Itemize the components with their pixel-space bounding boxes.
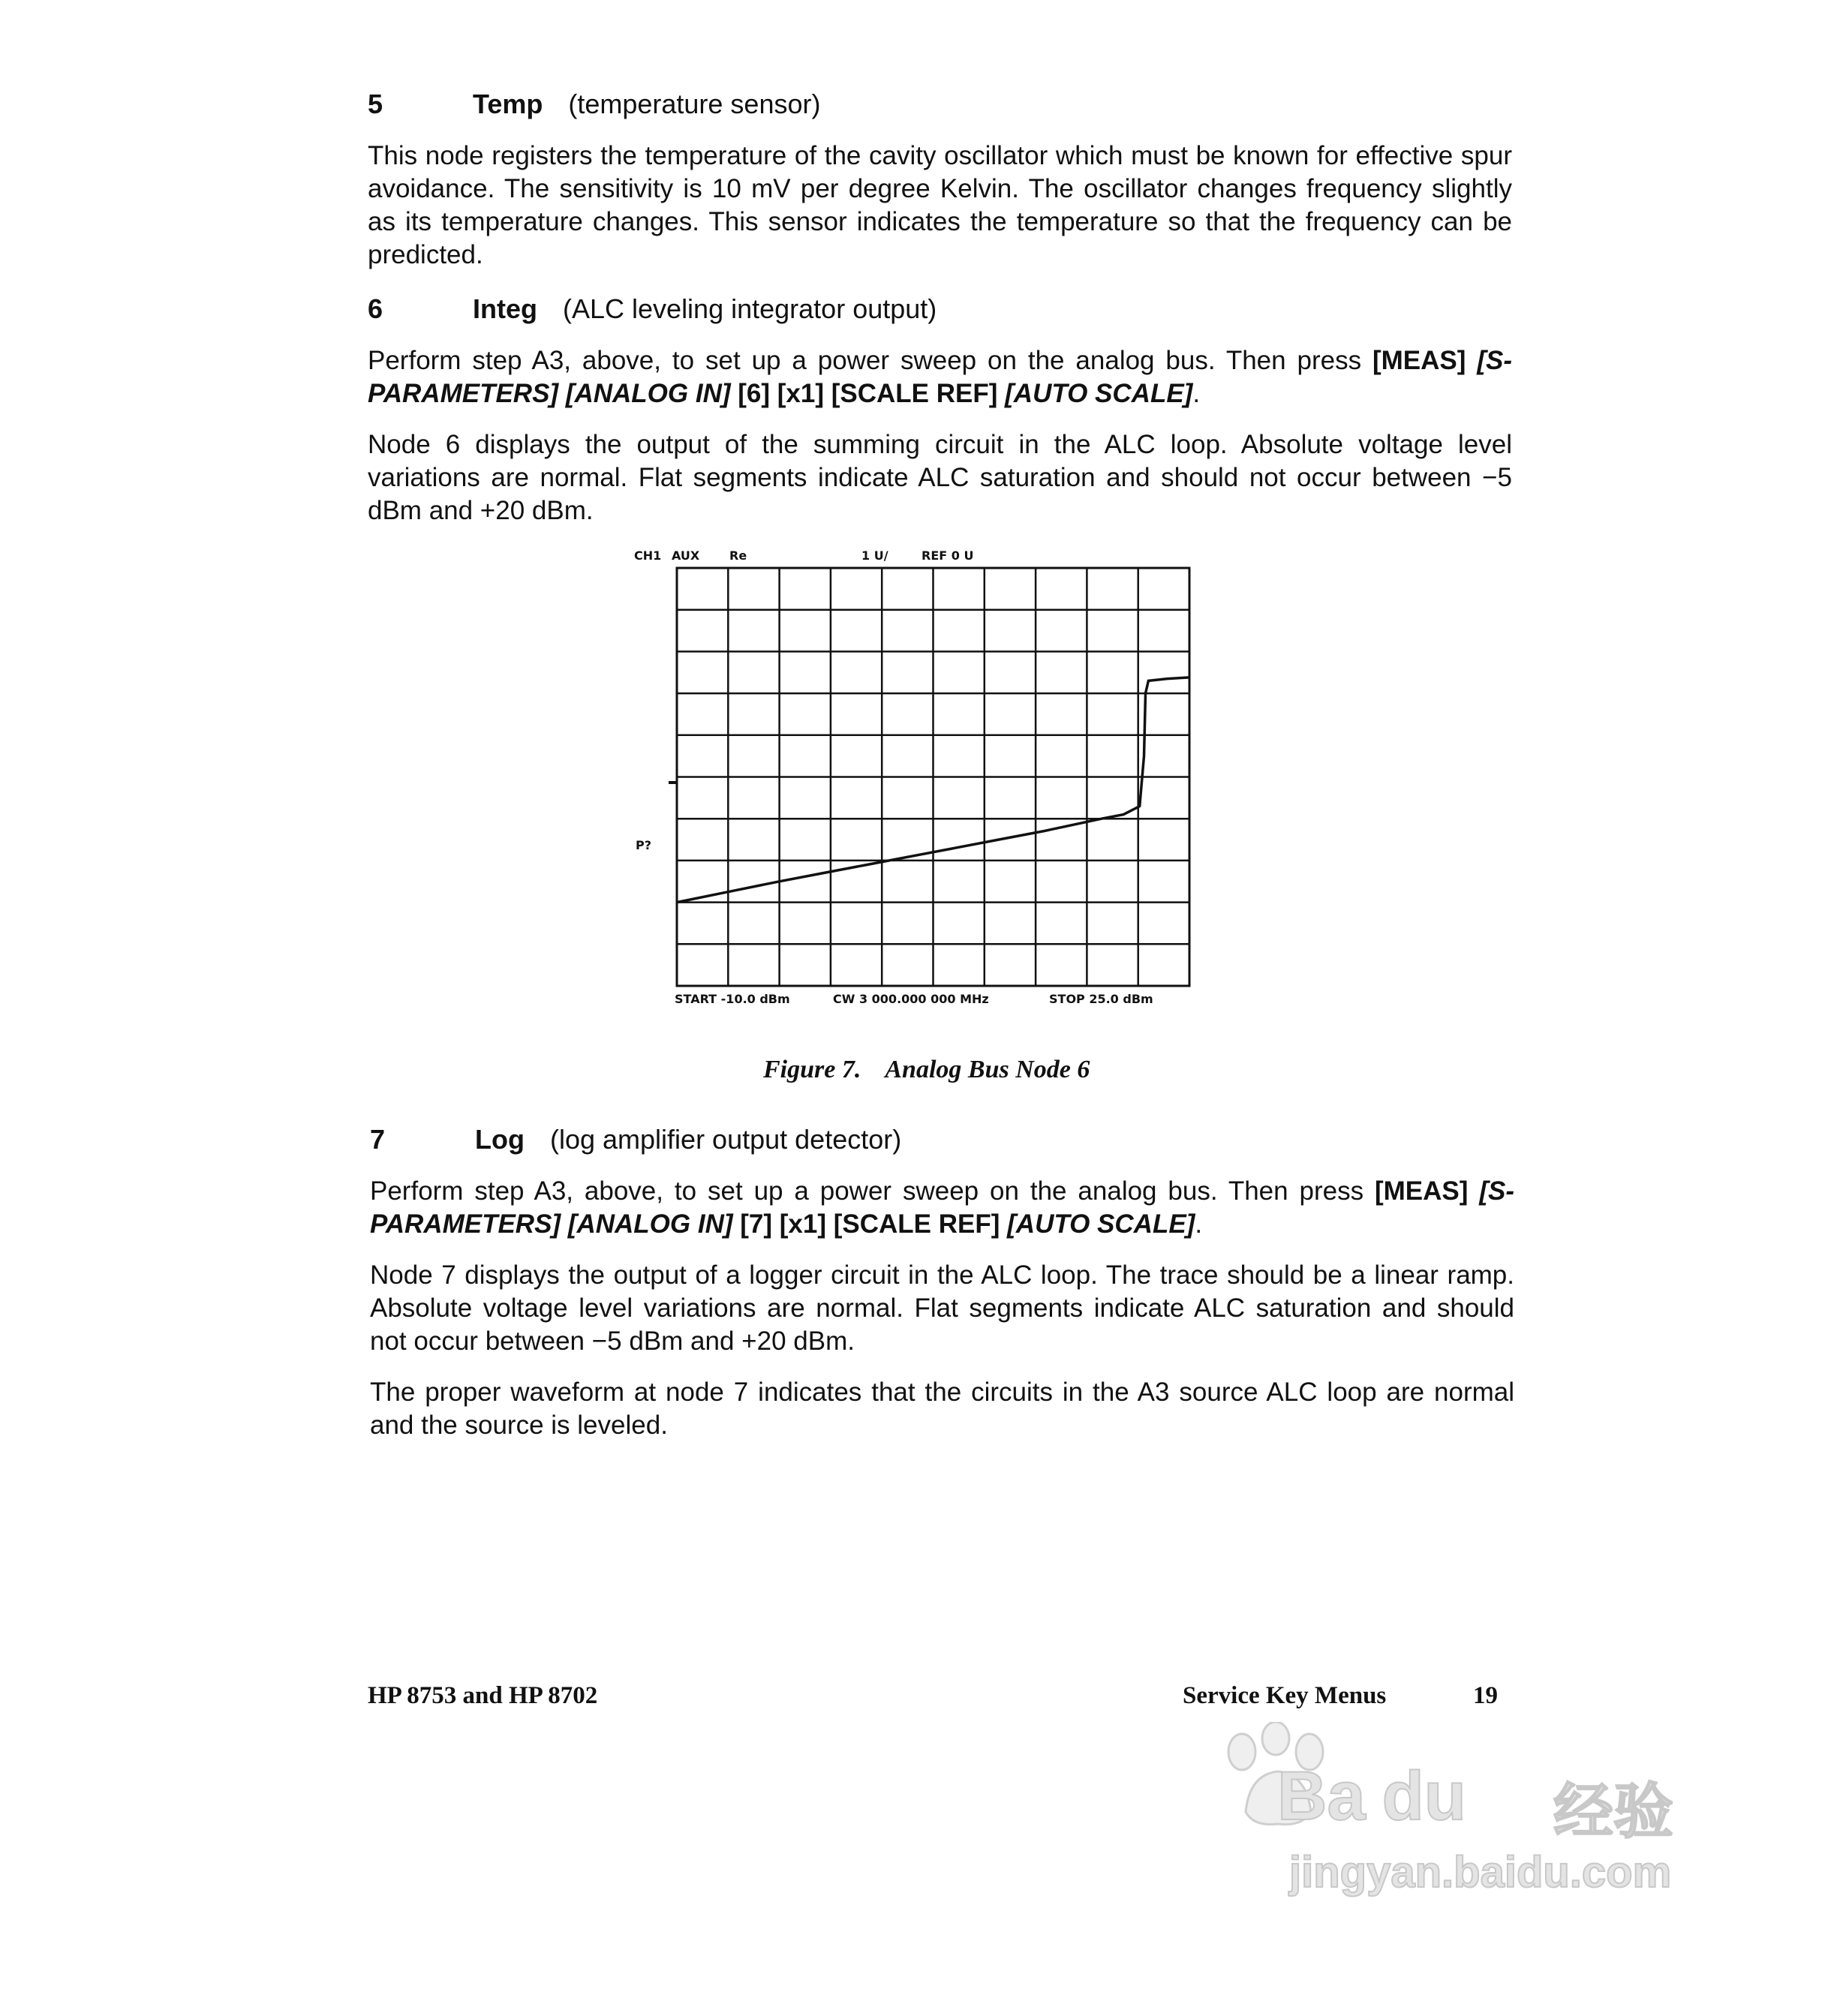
key-meas: [MEAS] [1375,1176,1469,1206]
softkey-analog-in: [ANALOG IN] [567,1209,733,1239]
footer-section: Service Key Menus [1183,1682,1387,1709]
section-description: (temperature sensor) [568,89,821,119]
key-x1: [x1] [779,1209,827,1239]
section-7-conclusion: The proper waveform at node 7 indicates that the circuits in the A3 source ALC loop are normal and the source is leveled. [370,1378,1514,1440]
key-node-number: [7] [740,1209,773,1239]
footer-product: HP 8753 and HP 8702 [368,1682,598,1709]
sentence-end: . [1192,379,1201,408]
section-name: Integ [473,293,537,324]
key-node-number: [6] [738,379,771,408]
figure-title: Analog Bus Node 6 [885,1056,1090,1083]
watermark-url: jingyan.baidu.com [1289,1848,1672,1897]
key-scale-ref: [SCALE REF] [833,1209,1000,1239]
figure-caption [763,1053,1090,1086]
section-description: (log amplifier output detector) [549,1124,902,1155]
section-number: 6 [368,293,383,324]
chart-grid [677,568,1189,986]
section-number: 7 [370,1124,386,1155]
softkey-s-parameters: [S-PARAMETERS] [368,346,1512,408]
softkey-auto-scale: [AUTO SCALE] [1007,1209,1195,1239]
chart-cw-label: CW 3 000.000 000 MHz [833,992,989,1006]
chart-start-label: START -10.0 dBm [675,992,790,1006]
chart-format-label: Re [729,548,747,563]
chart-channel-label: CH1 [634,548,662,563]
watermark-brand-right: du [1382,1758,1467,1834]
section-7-instructions [370,1175,1514,1241]
section-description: (ALC leveling integrator output) [563,293,937,324]
chart-left-marker: P? [636,838,652,852]
section-name: Temp [473,89,543,119]
instruction-text: Perform step A3, above, to set up a power sweep on the analog bus. Then press [368,346,1372,375]
watermark-brand [1277,1757,1466,1836]
chart-stop-label: STOP 25.0 dBm [1049,992,1153,1006]
softkey-auto-scale: [AUTO SCALE] [1005,379,1193,408]
instruction-text: Perform step A3, above, to set up a power sweep on the analog bus. Then press [370,1176,1375,1206]
chart-scale-label: 1 U/ [861,548,888,563]
chart-aux-label: AUX [672,548,700,563]
page-number: 19 [1473,1682,1498,1709]
chart-reference-label: REF 0 U [922,548,974,563]
watermark-brand-left: Ba [1277,1758,1366,1834]
section-7-heading [370,1123,901,1156]
sentence-end: . [1195,1209,1203,1239]
figure-label: Figure 7. [763,1056,861,1083]
section-number: 5 [368,89,383,119]
key-scale-ref: [SCALE REF] [831,379,998,408]
section-name: Log [475,1124,525,1155]
softkey-analog-in: [ANALOG IN] [565,379,731,408]
key-meas: [MEAS] [1372,346,1466,375]
watermark-cjk: 经验 [1553,1778,1673,1845]
softkey-s-parameters: [S-PARAMETERS] [370,1176,1514,1239]
section-6-paragraph: Node 6 displays the output of the summing circuit in the ALC loop. Absolute voltage level variations are normal. Flat segments indicate ALC saturation and should not occur between −5 dBm and +20 dBm. [368,430,1512,525]
key-x1: [x1] [777,379,825,408]
section-5-paragraph: This node registers the temperature of the cavity oscillator which must be known for effective spur avoidance. The sensitivity is 10 mV per degree Kelvin. The oscillator changes frequency slightly as its temperature changes. This sensor indicates the temperature so that the frequency can be predicted. [368,141,1512,269]
section-7-paragraph: Node 7 displays the output of a logger circuit in the ALC loop. The trace should be a linear ramp. Absolute voltage level variations are normal. Flat segments indicate ALC saturation and should not occur between −5 dBm and +20 dBm. [370,1260,1514,1356]
